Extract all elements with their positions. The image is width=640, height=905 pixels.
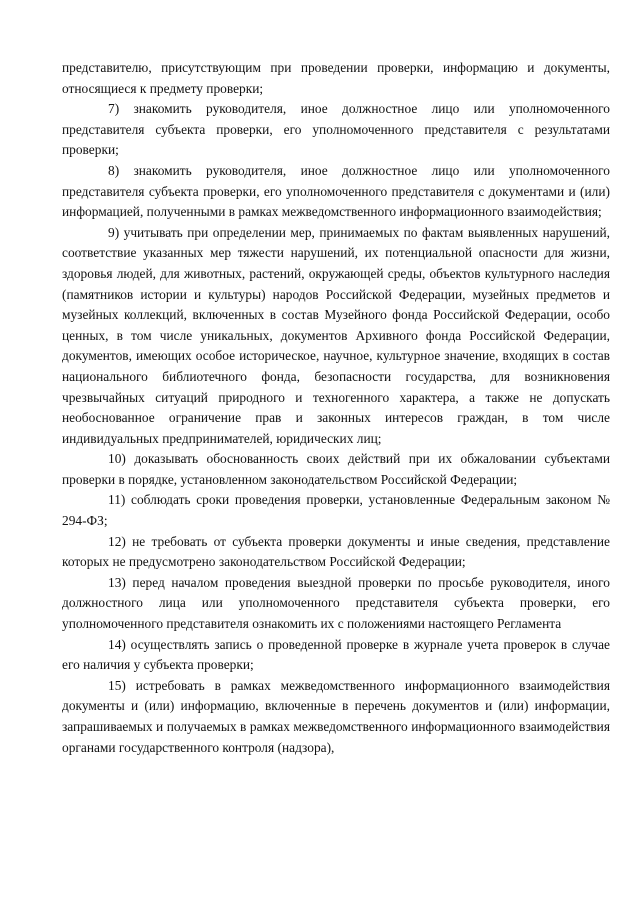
paragraph-item-9: 9) учитывать при определении мер, принимаемых по фактам выявленных нарушений, соответствие указанных мер тяжести нарушений, их потенциальной опасности для жизни, здоровья людей, для животных, растений, окружающей среды, объектов культурного наследия (памятников истории и культуры) народов Российской Федерации, музейных предметов и музейных коллекций, включенных в состав Музейного фонда Российской Федерации, особо ценных, в том числе уникальных, документов Архивного фонда Российской Федерации, документов, имеющих особое историческое, научное, культурное значение, входящих в состав национального библиотечного фонда, безопасности государства, для возникновения чрезвычайных ситуаций природного и техногенного характера, а также не допускать необоснованное ограничение прав и законных интересов граждан, в том числе индивидуальных предпринимателей, юридических лиц; [62,224,610,446]
paragraph-item-13: 13) перед началом проведения выездной проверки по просьбе руководителя, иного должностного лица или уполномоченного представителя субъекта проверки, его уполномоченного представителя ознакомить их с положениями настоящего Регламента [62,574,610,632]
paragraph-item-12: 12) не требовать от субъекта проверки документы и иные сведения, представление которых не предусмотрено законодательством Российской Федерации; [62,533,610,570]
paragraph-item-15: 15) истребовать в рамках межведомственного информационного взаимодействия документы и (или) информацию, включенные в перечень документов и (или) информации, запрашиваемых и получаемых в рамках межведомственного информационного взаимодействия органами государственного контроля (надзора), [62,677,610,755]
paragraph-item-14: 14) осуществлять запись о проведенной проверке в журнале учета проверок в случае его наличия у субъекта проверки; [62,636,610,673]
paragraph-continuation: представителю, присутствующим при проведении проверки, информацию и документы, относящиеся к предмету проверки; [62,60,610,96]
paragraph-item-10: 10) доказывать обоснованность своих действий при их обжаловании субъектами проверки в порядке, установленном законодательством Российской Федерации; [62,451,610,487]
paragraph-item-11: 11) соблюдать сроки проведения проверки, установленные Федеральным законом № 294-ФЗ; [62,492,610,529]
paragraph-item-8: 8) знакомить руководителя, иное должностное лицо или уполномоченного представителя субъекта проверки, его уполномоченного представителя с документами и (или) информацией, полученными в рамках межведомственного информационного взаимодействия; [62,162,610,220]
paragraph-item-7: 7) знакомить руководителя, иное должностное лицо или уполномоченного представителя субъекта проверки, его уполномоченного представителя с результатами проверки; [62,101,610,158]
